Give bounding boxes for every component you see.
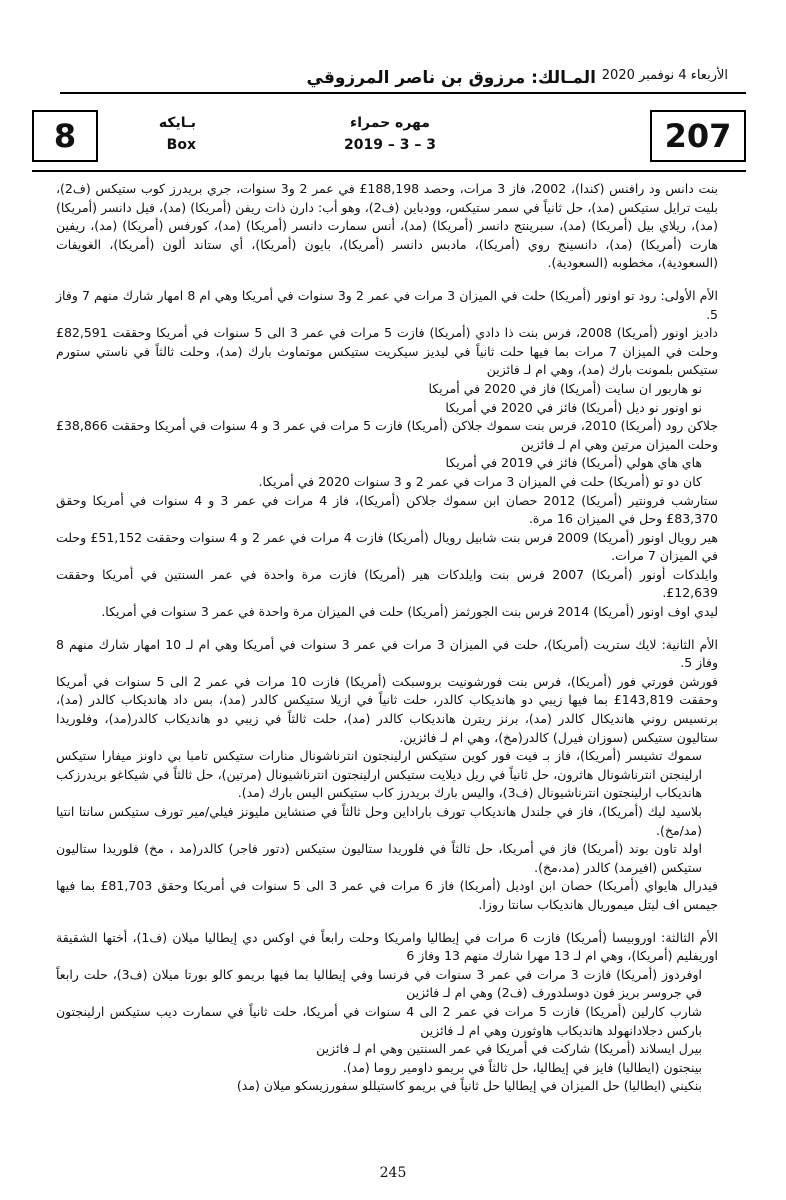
- page-number: 245: [379, 1165, 407, 1181]
- paragraph: بنت دانس ود رافنس (كندا)، 2002، فاز 3 مرات، وحصد 188,198£ في عمر 2 و3 سنوات، جري بريدرز كوب ستيكس (ف2)، بليت ترايل ستيكس (مد)، حل ثانياً في سمر ستيكس، وودباين (ف2)، وهو أب: دارن ذات ريفن (أمريكا) (مد)، فيل دانسر (أمريكا) (مد)، ريلاي بيل (أمريكا) (مد)، سبرينتج دانسر (أمريكا) (مد)، أنس سمارت دانسر (أمريكا) (مد)، كورفس (أمريكا) (مد)، ريفين هارت (أمريكا) (مد)، دانسينج روي (أمريكا)، مادبس دانسر (أمريكا)، بايون (أمريكا)، أي ستاند ألون (أمريكا)، الغويفات (السعودية)، مخطوبه (السعودية).: [56, 181, 718, 271]
- box-label-ar: بـايكه: [158, 115, 196, 131]
- paragraph: ليدي اوف اونور (أمريكا) 2014 فرس بنت الجورثمز (أمريكا) حلت في الميزان مرة واحدة في عمر 3 سنوات في أمريكا.: [101, 604, 718, 620]
- paragraph: جلاكن رود (أمريكا) 2010، فرس بنت سموك جلاكن (أمريكا) فازت 5 مرات في عمر 3 و 4 سنوات في أمريكا وحققت 38,866£ وحلت الميزان مرتين وهي ام لـ فائزين: [56, 418, 719, 452]
- paragraph: سموك تشيسر (أمريكا)، فاز بـ فيت فور كوين ستيكس ارلينجتون انترناشونال منارات ستيكس تامبا بي داونز ميفارا ستيكس ارلينجتن انترناشونال هاثرون، حل ثانياً في ريل ديلايت ستيكس ارلينجتون انترناشيونال (مرتين)، حل ثالثاً في شيكاغو بريدرزكب هانديكاب ارلينجتون انترناشيونال (ف3)، واليس بارك بريدرز كاب ستيكس اليس بارك (مد).: [56, 748, 702, 801]
- paragraph: كان دو تو (أمريكا) حلت في الميزان 3 مرات في عمر 2 و 3 سنوات 2020 في أمريكا.: [258, 473, 702, 489]
- owner-name: المـالك: مرزوق بن ناصر المرزوقي: [306, 68, 596, 88]
- paragraph: هير رويال اونور (أمريكا) 2009 فرس بنت شابيل رويال (أمريكا) فازت 4 مرات في عمر 2 و 4 سنوات وحققت 51,152£ وحلت في الميزان 7 مرات.: [56, 529, 719, 564]
- paragraph: بلاسيد ليك (أمريكا)، فاز في جلندل هانديكاب تورف باراداين وحل ثالثاً في صنشاين مليونز فيلي/مير تورف ستيكس سانتا انتيا (مد/مخ).: [56, 804, 702, 838]
- paragraph: الأم الثالثة: اوروبيسا (أمريكا) فازت 6 مرات في إيطاليا وامريكا وحلت رابعاً في اوكس دي إيطاليا ميلان (ف1)، أختها الشقيقة اوريفليم (أمريكا)، وهي ام لـ 13 مهرا شارك منهم 13 وفاز 6: [56, 929, 718, 964]
- paragraph: بيرل ايسلاند (أمريكا) شاركت في أمريكا في عمر السنتين وهي ام لـ فائزين: [316, 1041, 702, 1057]
- paragraph: فيدرال هايواي (أمريكا) حصان ابن اوديل (أمريكا) فاز 6 مرات في عمر 3 الى 5 سنوات في أمريكا وحقق 81,703£ بما فيها جيمس اف ليتل ميموريال هانديكاب سانتا روزا.: [56, 878, 719, 912]
- paragraph: هاي هاي هولي (أمريكا) فائز في 2019 في أمريكا: [445, 455, 702, 471]
- paragraph: بينجتون (ايطاليا) فايز في إيطاليا، حل ثالثاً في بريمو داومير روما (مد).: [342, 1059, 702, 1075]
- paragraph: شارب كارلين (أمريكا) فازت 5 مرات في عمر 2 الى 4 سنوات في أمريكا، حلت ثانياً في سمارت ديب ستيكس ارلينجتون باركس دجلادانهولد هانديكاب هاوثورن وهي ام لـ فائزين: [56, 1003, 703, 1038]
- paragraph: نو هاربور ان سايت (أمريكا) فاز في 2020 في أمريكا: [428, 380, 702, 396]
- header-date: الأربعاء 4 نوفمبر 2020: [601, 68, 728, 83]
- header-line: [60, 62, 746, 92]
- horse-type: مهره حمراء: [350, 115, 430, 131]
- paragraph: وايلدكات أونور (أمريكا) 2007 فرس بنت وايلدكات هير (أمريكا) فازت مرة واحدة في عمر السنتين في أمريكا وحققت 12,639£.: [56, 566, 718, 601]
- birth-date: 2019 – 3 – 3: [344, 137, 436, 153]
- box-label: [106, 112, 196, 156]
- box-label-en: Box: [166, 137, 196, 153]
- pedigree-text: [56, 180, 718, 1096]
- paragraph: بنكيني (ايطاليا) حل الميزان في إيطاليا حل ثانياً في بريمو كاستيللو سفورزيسكو ميلان (مد): [236, 1078, 702, 1094]
- paragraph: اولد تاون بوند (أمريكا) فاز في أمريكا، حل ثالثاً في فلوريدا ستاليون ستيكس (دتور فاجر) كالدر(مد ، مخ) فلوريدا ستاليون ستيكس (افيرمد) كالدر (مد،مخ).: [56, 841, 702, 875]
- paragraph: نو اونور نو ديل (أمريكا) فائز في 2020 في أمريكا: [445, 399, 702, 415]
- paragraph: الأم الأولى: رود تو اونور (أمريكا) حلت في الميزان 3 مرات في عمر 2 و3 سنوات في أمريكا وهي ام 8 امهار شارك منهم 7 وفاز 5.: [56, 287, 718, 322]
- paragraph: ستارشب فرونتير (أمريكا) 2012 حصان ابن سموك جلاكن (أمريكا)، فاز 4 مرات في عمر 3 و 4 سنوات في أمريكا وحقق 83,370£ وحل في الميزان 16 مرة.: [56, 492, 718, 527]
- paragraph: داديز اونور (أمريكا) 2008، فرس بنت ذا دادي (أمريكا) فازت 5 مرات في عمر 3 الى 5 سنوات في أمريكا وحققت 82,591£ وحلت في الميزان 7 مرات بما فيها حلت ثانياً في ليديز سيكريت ستيكس موتماوث بارك (مد)، وحلت ثالثاً في ناستي ستورم ستيكس بلمونت بارك (مد)، وهي ام لـ فائزين: [56, 325, 718, 378]
- horse-info: [300, 112, 480, 156]
- paragraph: اوفردوز (أمريكا) فازت 3 مرات في عمر 3 سنوات في فرنسا وفي إيطاليا بما فيها بريمو كالو بورتا ميلان (ف3)، حلت رابعاً في جروسر بريز فون دوسلدورف (ف2) وهي ام لـ فائزين: [56, 966, 703, 1001]
- lot-number: 207: [650, 110, 746, 162]
- paragraph: الأم الثانية: لايك ستريت (أمريكا)، حلت في الميزان 3 مرات في عمر 3 سنوات في أمريكا وهي ام لـ 10 امهار شارك منهم 8 وفاز 5.: [56, 636, 719, 671]
- box-number: 8: [32, 110, 98, 162]
- header-divider: [60, 92, 746, 94]
- header-divider-2: [32, 170, 746, 172]
- paragraph: فورشن فورتي فور (أمريكا)، فرس بنت فورشونيت بروسبكت (أمريكا) فازت 10 مرات في عمر 2 الى 5 سنوات في أمريكا وحققت 143,819£ بما فيها زيبي دو هانديكاب كالدر، حلت ثانياً في ازيلا ستيكس كالدر (مد)، بس داد هانديكاب كالدر (مد)، برنسيس روني هانديكال كالدر (مد)، برنز ريترن هانديكاب كالدر (مد)، حلت ثالثاً في زيبي دو هانديكاب كالدر(مد)، وفلوريدا ستاليون ستيكس (سوزان فيرل) كالدر(مخ)، وهي ام لـ فائزين.: [56, 673, 719, 745]
